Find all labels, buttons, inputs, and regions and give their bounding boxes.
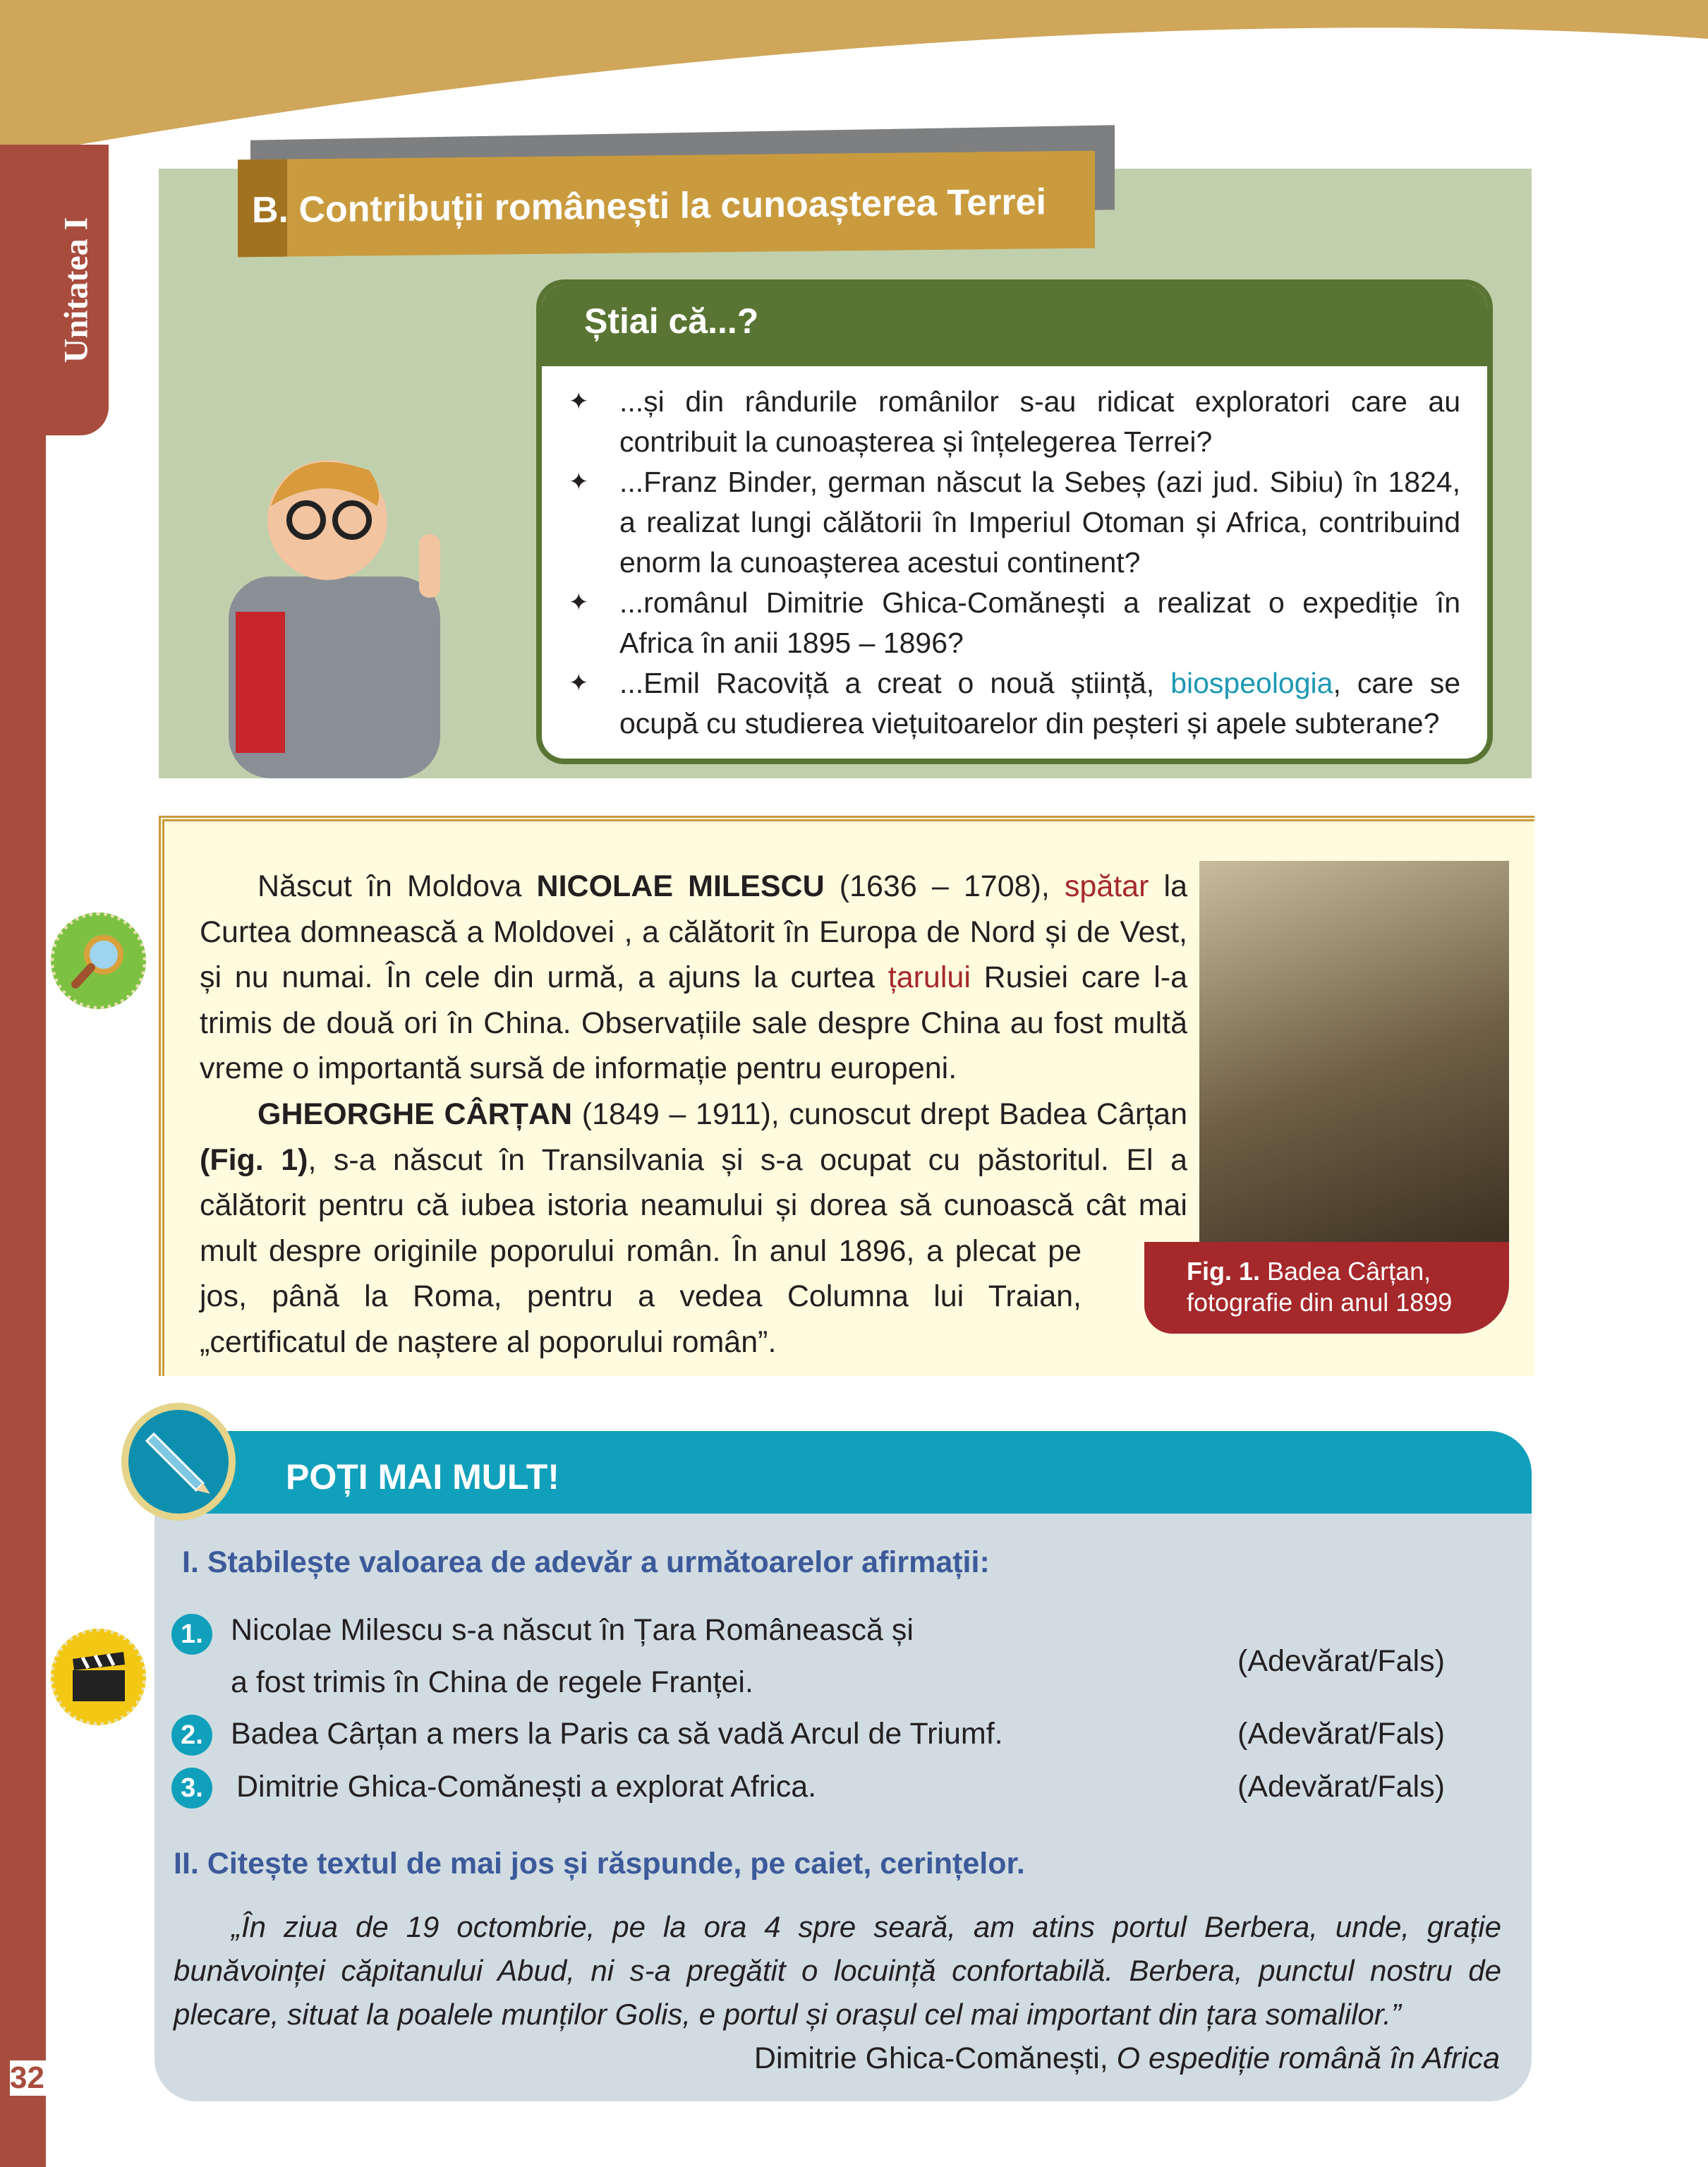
text: (1849 – 1911), cunoscut drept Badea Cârțan (572, 1097, 1187, 1131)
left-margin-strip (0, 145, 46, 2167)
text: la Curtea domnească a Moldovei , a călătorit în Europa de Nord și de Vest, și nu numai. În cele din urmă, a ajuns la curtea (200, 869, 1187, 994)
fact-item (569, 583, 1460, 663)
text: Născut în Moldova (258, 869, 537, 903)
magnifier-icon (51, 912, 146, 1009)
page-number: 32 (10, 2060, 52, 2096)
unit-tab (44, 145, 109, 435)
fact-text: ...și din rândurile românilor s-au ridicat exploratori care au contribuit la cunoașterea și înțelegerea Terrei? (619, 385, 1460, 458)
unit-label: Unitatea I (57, 217, 95, 363)
boy-illustration (207, 428, 484, 778)
figure-caption (1144, 1242, 1509, 1334)
text: , s-a născut în Transilvania și s-a ocupat cu păstoritul. El a călătorit pentru că iubea istoria neamului și dorea să cunoască cât mai mult despre originile poporului român. În anul 1896, a plecat pe jos, până la Roma, pentru a vedea Columna lui Traian, „certificatul de naștere al poporului român”. (200, 1142, 1187, 1359)
clapperboard-icon (51, 1629, 146, 1725)
quote-source (754, 2041, 1500, 2076)
answer-options[interactable]: (Adevărat/Fals) (1237, 1717, 1445, 1751)
source-author: Dimitrie Ghica-Comănești, (753, 2041, 1117, 2075)
exercise-title: POȚI MAI MULT! (286, 1457, 559, 1497)
statement-number: 1. (171, 1614, 212, 1655)
part2-title: II. Citește textul de mai jos și răspunde, pe caiet, cerințelor. (174, 1847, 1025, 1881)
did-you-know-box (536, 279, 1493, 764)
fact-text-part: ...Emil Racoviță a creat o nouă știință, (619, 667, 1171, 699)
glossary-term-tarului: țarului (888, 960, 971, 994)
figure-reference: (Fig. 1) (200, 1142, 308, 1177)
statement-number: 3. (171, 1768, 212, 1809)
fact-text (619, 663, 1460, 744)
statement-text: Dimitrie Ghica-Comănești a explorat Africa. (236, 1770, 817, 1804)
fact-text-part: , care se ocupă cu studierea viețuitoarelor din peșteri și apele subterane? (619, 667, 1460, 740)
caption-label: Fig. 1. (1187, 1257, 1261, 1286)
part1-title: I. Stabilește valoarea de adevăr a următoarelor afirmații: (182, 1545, 990, 1579)
caption-text: Badea Cârțan, fotografie din anul 1899 (1187, 1257, 1453, 1317)
fact-text: ...românul Dimitrie Ghica-Comănești a realizat o expediție în Africa în anii 1895 – 1896? (619, 586, 1460, 659)
section-title: B. Contribuții românești la cunoașterea Terrei (252, 181, 1046, 231)
section-title-banner (238, 151, 1095, 258)
paragraph-milescu (200, 864, 1187, 1092)
text: (1636 – 1708), (824, 869, 1065, 903)
exercise-header (155, 1431, 1532, 1514)
statement-number: 2. (171, 1715, 212, 1756)
four-point-star-icon: ✦ (569, 670, 589, 696)
statement-text: Badea Cârțan a mers la Paris ca să vadă Arcul de Triumf. (231, 1717, 1003, 1751)
name-milescu: NICOLAE MILESCU (536, 869, 825, 903)
pencil-icon (121, 1403, 236, 1521)
four-point-star-icon: ✦ (569, 469, 589, 495)
badea-cartan-photo (1199, 861, 1509, 1245)
glossary-term-biospeologia: biospeologia (1170, 667, 1333, 699)
glossary-term-spatar: spătar (1064, 869, 1149, 903)
fact-item (569, 382, 1460, 462)
statement-text: Nicolae Milescu s-a născut în Țara Românească și (231, 1613, 914, 1647)
text: Rusiei care l-a trimis de două ori în China. Observațiile sale despre China au fost multă vreme o importantă sursă de informație pentru europeni. (200, 960, 1188, 1085)
answer-options[interactable]: (Adevărat/Fals) (1237, 1770, 1445, 1804)
source-title: O espediție română în Africa (1116, 2041, 1500, 2075)
quote-text: „În ziua de 19 octombrie, pe la ora 4 spre seară, am atins portul Berbera, unde, grație bunăvoinței căpitanului Abud, ni s-a pregătit o locuință confortabilă. Berbera, punctul nostru de plecare, situat la poalele munților Golis, e portul și orașul cel mai important din țara somalilor.” (174, 1910, 1501, 2031)
fact-item (569, 462, 1460, 583)
four-point-star-icon: ✦ (569, 589, 589, 616)
statement-text: a fost trimis în China de regele Franței. (231, 1665, 753, 1699)
did-you-know-header: Știai că...? (542, 285, 1487, 366)
four-point-star-icon: ✦ (569, 388, 589, 415)
fact-text: ...Franz Binder, german născut la Sebeș (azi jud. Sibiu) în 1824, a realizat lungi călătorii în Imperiul Otoman și Africa, contribuind enorm la cunoașterea acestui continent? (619, 466, 1460, 579)
name-cartan: GHEORGHE CÂRȚAN (258, 1097, 573, 1131)
fact-item (569, 663, 1460, 744)
answer-options[interactable]: (Adevărat/Fals) (1237, 1644, 1445, 1678)
